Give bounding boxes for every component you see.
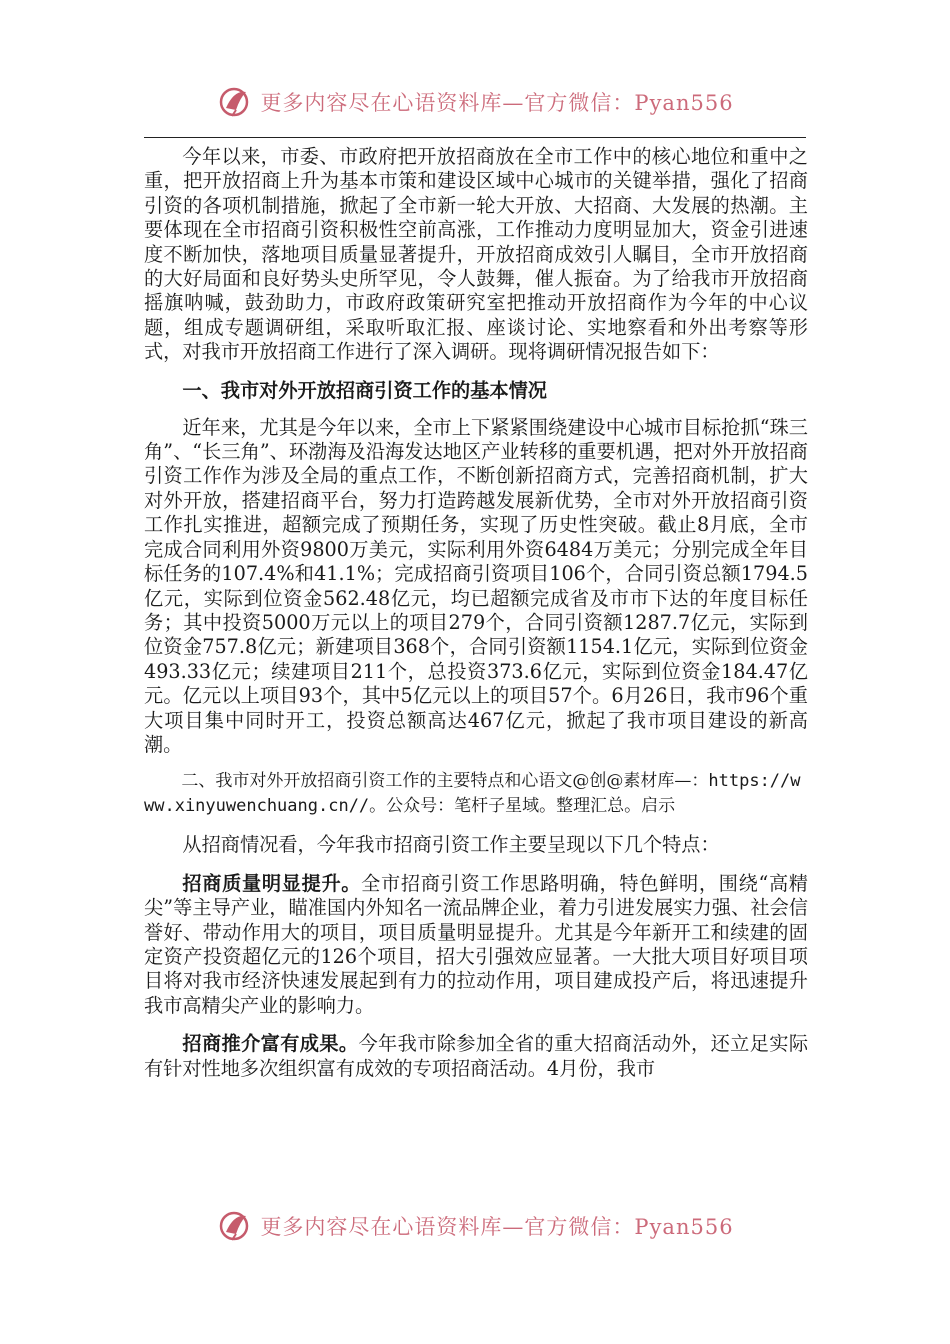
footer-banner [0,1206,950,1246]
feature2-text: 今年我市除参加全省的重大招商活动外，还立足实际有针对性地多次组织富有成效的专项招商活动。4月份，我市 [144,1032,809,1080]
source-url: https://www.xinyuwenchuang.cn// [144,771,801,817]
header-banner-text: 更多内容尽在心语资料库—官方微信：Pyan556 [260,91,734,115]
header-divider [144,137,806,138]
feature2-lead: 招商推介富有成果。 [182,1032,359,1056]
section1-paragraph: 近年来，尤其是今年以来，全市上下紧紧围绕建设中心城市目标抢抓“珠三角”、“长三角”、环渤海及沿海发达地区产业转移的重要机遇，把对外开放招商引资工作作为涉及全局的重点工作，不断创新招商方式，完善招商机制，扩大对外开放，搭建招商平台，努力打造跨越发展新优势，全市对外开放招商引资工作扎实推进，超额完成了预期任务，实现了历史性突破。截止8月底，全市完成合同利用外资9800万美元，实际利用外资6484万美元；分别完成全年目标任务的107.4%和41.1%；完成招商引资项目106个，合同引资总额1794.5亿元，实际到位资金562.48亿元，均已超额完成省及市市下达的年度目标任务；其中投资5000万元以上的项目279个，合同引资额1287.7亿元，实际到位资金757.8亿元；新建项目368个，合同引资额1154.1亿元，实际到位资金493.33亿元；续建项目211个，总投资373.6亿元，实际到位资金184.47亿元。亿元以上项目93个，其中5亿元以上的项目57个。6月26日，我市96个重大项目集中同时开工，投资总额高达467亿元，掀起了我市项目建设的新高潮。 [144,415,808,756]
heading2-text-b: 。公众号：笔杆子星域。整理汇总。启示 [369,796,676,817]
logo-icon [216,1206,256,1246]
heading2-text-a: 二、我市对外开放招商引资工作的主要特点和心语文@创@素材库—： [181,771,709,792]
document-body [144,145,808,1081]
feature1-lead: 招商质量明显提升。 [182,871,362,895]
footer-banner-text: 更多内容尽在心语资料库—官方微信：Pyan556 [260,1215,734,1239]
feature2-paragraph [144,1032,808,1081]
features-intro: 从招商情况看，今年我市招商引资工作主要呈现以下几个特点： [182,833,720,857]
feature1-paragraph [144,872,808,1018]
intro-paragraph: 今年以来，市委、市政府把开放招商放在全市工作中的核心地位和重中之重，把开放招商上升为基本市策和建设区域中心城市的关键举措，强化了招商引资的各项机制措施，掀起了全市新一轮大开放、大招商、大发展的热潮。主要体现在全市招商引资积极性空前高涨，工作推动力度明显加大，资金引进速度不断加快，落地项目质量显著提升，开放招商成效引人瞩目，全市开放招商的大好局面和良好势头史所罕见，令人鼓舞，催人振奋。为了给我市开放招商摇旗呐喊，鼓劲助力，市政府政策研究室把推动开放招商作为今年的中心议题，组成专题调研组，采取听取汇报、座谈讨论、实地察看和外出考察等形式，对我市开放招商工作进行了深入调研。现将调研情况报告如下： [144,145,808,364]
section-heading-1: 一、我市对外开放招商引资工作的基本情况 [182,378,547,402]
feature1-text: 全市招商引资工作思路明确，特色鲜明，围绕“高精尖”等主导产业，瞄准国内外知名一流品牌企业，着力引进发展实力强、社会信誉好、带动作用大的项目，项目质量明显提升。尤其是今年新开工和续建的固定资产投资超亿元的126个项目，招大引强效应显著。一大批大项目好项目项目将对我市经济快速发展起到有力的拉动作用，项目建成投产后，将迅速提升我市高精尖产业的影响力。 [144,871,808,1017]
section-heading-2 [144,769,808,819]
header-banner [0,82,950,122]
logo-icon [216,82,256,122]
